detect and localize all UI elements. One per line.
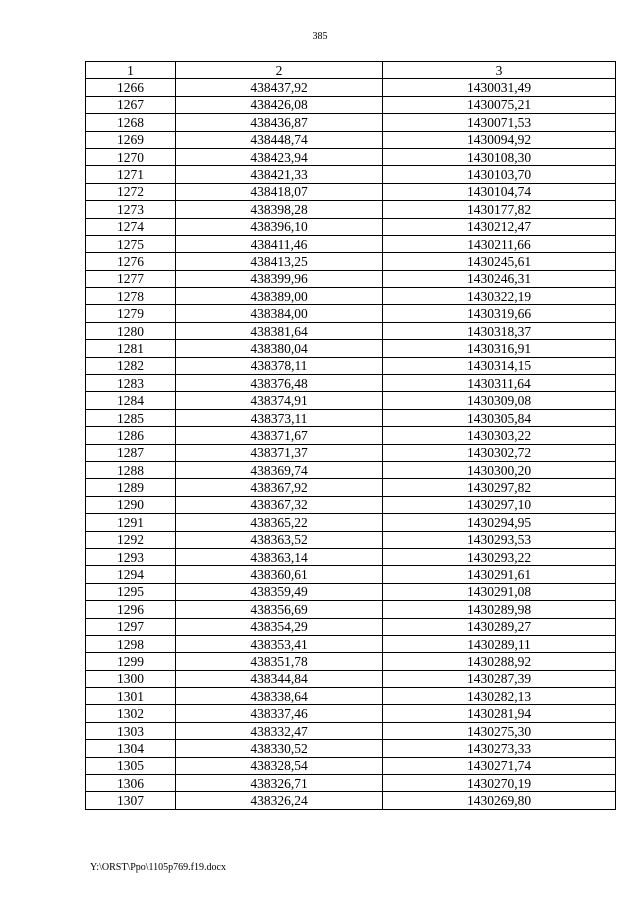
footer-file-path: Y:\ORST\Ppo\1105p769.f19.docx: [90, 862, 226, 873]
point-number-cell: 1279: [86, 305, 176, 322]
point-number-cell: 1303: [86, 722, 176, 739]
x-coordinate-cell: 438378,11: [176, 357, 383, 374]
y-coordinate-cell: 1430289,11: [383, 635, 616, 652]
x-coordinate-cell: 438384,00: [176, 305, 383, 322]
y-coordinate-cell: 1430211,66: [383, 235, 616, 252]
point-number-cell: 1288: [86, 461, 176, 478]
table-row: [86, 79, 616, 96]
point-number-cell: 1307: [86, 792, 176, 809]
page-number: 385: [312, 31, 328, 42]
point-number-cell: 1266: [86, 79, 176, 96]
point-number-cell: 1294: [86, 566, 176, 583]
point-number-cell: 1300: [86, 670, 176, 687]
x-coordinate-cell: 438337,46: [176, 705, 383, 722]
point-number-cell: 1276: [86, 253, 176, 270]
point-number-cell: 1301: [86, 688, 176, 705]
x-coordinate-cell: 438421,33: [176, 166, 383, 183]
point-number-cell: 1281: [86, 340, 176, 357]
x-coordinate-cell: 438418,07: [176, 183, 383, 200]
y-coordinate-cell: 1430103,70: [383, 166, 616, 183]
table-row: [86, 409, 616, 426]
table-row: [86, 392, 616, 409]
point-number-cell: 1289: [86, 479, 176, 496]
y-coordinate-cell: 1430297,10: [383, 496, 616, 513]
point-number-cell: 1304: [86, 740, 176, 757]
y-coordinate-cell: 1430212,47: [383, 218, 616, 235]
table-header: [86, 62, 616, 79]
y-coordinate-cell: 1430282,13: [383, 688, 616, 705]
y-coordinate-cell: 1430293,22: [383, 548, 616, 565]
table-row: [86, 114, 616, 131]
x-coordinate-cell: 438353,41: [176, 635, 383, 652]
x-coordinate-cell: 438381,64: [176, 322, 383, 339]
table-row: [86, 705, 616, 722]
table-row: [86, 775, 616, 792]
x-coordinate-cell: 438356,69: [176, 601, 383, 618]
column-header-2: 2: [176, 62, 383, 79]
x-coordinate-cell: 438398,28: [176, 201, 383, 218]
y-coordinate-cell: 1430108,30: [383, 148, 616, 165]
table-row: [86, 305, 616, 322]
x-coordinate-cell: 438367,32: [176, 496, 383, 513]
y-coordinate-cell: 1430270,19: [383, 775, 616, 792]
y-coordinate-cell: 1430275,30: [383, 722, 616, 739]
point-number-cell: 1290: [86, 496, 176, 513]
table-row: [86, 757, 616, 774]
y-coordinate-cell: 1430293,53: [383, 531, 616, 548]
point-number-cell: 1287: [86, 444, 176, 461]
x-coordinate-cell: 438426,08: [176, 96, 383, 113]
x-coordinate-cell: 438371,67: [176, 427, 383, 444]
x-coordinate-cell: 438326,71: [176, 775, 383, 792]
x-coordinate-cell: 438363,52: [176, 531, 383, 548]
y-coordinate-cell: 1430246,31: [383, 270, 616, 287]
table-row: [86, 166, 616, 183]
y-coordinate-cell: 1430031,49: [383, 79, 616, 96]
y-coordinate-cell: 1430300,20: [383, 461, 616, 478]
y-coordinate-cell: 1430309,08: [383, 392, 616, 409]
x-coordinate-cell: 438332,47: [176, 722, 383, 739]
point-number-cell: 1302: [86, 705, 176, 722]
table-row: [86, 183, 616, 200]
table-row: [86, 322, 616, 339]
point-number-cell: 1271: [86, 166, 176, 183]
y-coordinate-cell: 1430305,84: [383, 409, 616, 426]
y-coordinate-cell: 1430294,95: [383, 514, 616, 531]
coordinates-table: [85, 61, 616, 810]
point-number-cell: 1291: [86, 514, 176, 531]
x-coordinate-cell: 438371,37: [176, 444, 383, 461]
x-coordinate-cell: 438359,49: [176, 583, 383, 600]
table-row: [86, 340, 616, 357]
x-coordinate-cell: 438423,94: [176, 148, 383, 165]
point-number-cell: 1272: [86, 183, 176, 200]
table-row: [86, 740, 616, 757]
x-coordinate-cell: 438354,29: [176, 618, 383, 635]
y-coordinate-cell: 1430303,22: [383, 427, 616, 444]
x-coordinate-cell: 438369,74: [176, 461, 383, 478]
table-row: [86, 427, 616, 444]
y-coordinate-cell: 1430269,80: [383, 792, 616, 809]
y-coordinate-cell: 1430177,82: [383, 201, 616, 218]
table-row: [86, 375, 616, 392]
table-row: [86, 461, 616, 478]
point-number-cell: 1280: [86, 322, 176, 339]
x-coordinate-cell: 438376,48: [176, 375, 383, 392]
table-row: [86, 653, 616, 670]
table-row: [86, 96, 616, 113]
point-number-cell: 1295: [86, 583, 176, 600]
y-coordinate-cell: 1430075,21: [383, 96, 616, 113]
table-row: [86, 635, 616, 652]
y-coordinate-cell: 1430245,61: [383, 253, 616, 270]
point-number-cell: 1298: [86, 635, 176, 652]
point-number-cell: 1306: [86, 775, 176, 792]
y-coordinate-cell: 1430291,08: [383, 583, 616, 600]
x-coordinate-cell: 438344,84: [176, 670, 383, 687]
x-coordinate-cell: 438396,10: [176, 218, 383, 235]
point-number-cell: 1285: [86, 409, 176, 426]
x-coordinate-cell: 438326,24: [176, 792, 383, 809]
y-coordinate-cell: 1430319,66: [383, 305, 616, 322]
point-number-cell: 1269: [86, 131, 176, 148]
point-number-cell: 1268: [86, 114, 176, 131]
x-coordinate-cell: 438380,04: [176, 340, 383, 357]
table-row: [86, 531, 616, 548]
x-coordinate-cell: 438328,54: [176, 757, 383, 774]
table-row: [86, 670, 616, 687]
x-coordinate-cell: 438365,22: [176, 514, 383, 531]
x-coordinate-cell: 438448,74: [176, 131, 383, 148]
table-row: [86, 479, 616, 496]
point-number-cell: 1282: [86, 357, 176, 374]
point-number-cell: 1283: [86, 375, 176, 392]
y-coordinate-cell: 1430322,19: [383, 288, 616, 305]
y-coordinate-cell: 1430271,74: [383, 757, 616, 774]
y-coordinate-cell: 1430104,74: [383, 183, 616, 200]
y-coordinate-cell: 1430314,15: [383, 357, 616, 374]
point-number-cell: 1274: [86, 218, 176, 235]
y-coordinate-cell: 1430094,92: [383, 131, 616, 148]
table-row: [86, 548, 616, 565]
y-coordinate-cell: 1430289,27: [383, 618, 616, 635]
table-row: [86, 201, 616, 218]
table-row: [86, 131, 616, 148]
table-row: [86, 566, 616, 583]
x-coordinate-cell: 438338,64: [176, 688, 383, 705]
x-coordinate-cell: 438399,96: [176, 270, 383, 287]
y-coordinate-cell: 1430289,98: [383, 601, 616, 618]
point-number-cell: 1275: [86, 235, 176, 252]
table-row: [86, 288, 616, 305]
table-body: [86, 79, 616, 809]
x-coordinate-cell: 438373,11: [176, 409, 383, 426]
table-row: [86, 218, 616, 235]
x-coordinate-cell: 438363,14: [176, 548, 383, 565]
x-coordinate-cell: 438360,61: [176, 566, 383, 583]
x-coordinate-cell: 438411,46: [176, 235, 383, 252]
table-row: [86, 514, 616, 531]
table-row: [86, 688, 616, 705]
x-coordinate-cell: 438367,92: [176, 479, 383, 496]
y-coordinate-cell: 1430311,64: [383, 375, 616, 392]
column-header-3: 3: [383, 62, 616, 79]
column-header-1: 1: [86, 62, 176, 79]
table-row: [86, 357, 616, 374]
point-number-cell: 1284: [86, 392, 176, 409]
x-coordinate-cell: 438374,91: [176, 392, 383, 409]
point-number-cell: 1273: [86, 201, 176, 218]
x-coordinate-cell: 438437,92: [176, 79, 383, 96]
y-coordinate-cell: 1430071,53: [383, 114, 616, 131]
table-row: [86, 601, 616, 618]
y-coordinate-cell: 1430297,82: [383, 479, 616, 496]
y-coordinate-cell: 1430287,39: [383, 670, 616, 687]
point-number-cell: 1292: [86, 531, 176, 548]
point-number-cell: 1270: [86, 148, 176, 165]
y-coordinate-cell: 1430288,92: [383, 653, 616, 670]
y-coordinate-cell: 1430273,33: [383, 740, 616, 757]
point-number-cell: 1277: [86, 270, 176, 287]
y-coordinate-cell: 1430291,61: [383, 566, 616, 583]
point-number-cell: 1305: [86, 757, 176, 774]
point-number-cell: 1267: [86, 96, 176, 113]
x-coordinate-cell: 438351,78: [176, 653, 383, 670]
point-number-cell: 1297: [86, 618, 176, 635]
y-coordinate-cell: 1430316,91: [383, 340, 616, 357]
point-number-cell: 1278: [86, 288, 176, 305]
x-coordinate-cell: 438413,25: [176, 253, 383, 270]
header-row: [86, 62, 616, 79]
table-row: [86, 583, 616, 600]
y-coordinate-cell: 1430302,72: [383, 444, 616, 461]
y-coordinate-cell: 1430318,37: [383, 322, 616, 339]
table-row: [86, 235, 616, 252]
y-coordinate-cell: 1430281,94: [383, 705, 616, 722]
point-number-cell: 1286: [86, 427, 176, 444]
table-row: [86, 253, 616, 270]
x-coordinate-cell: 438436,87: [176, 114, 383, 131]
table-row: [86, 722, 616, 739]
table-row: [86, 270, 616, 287]
x-coordinate-cell: 438389,00: [176, 288, 383, 305]
table-row: [86, 148, 616, 165]
table-row: [86, 444, 616, 461]
x-coordinate-cell: 438330,52: [176, 740, 383, 757]
table-row: [86, 792, 616, 809]
point-number-cell: 1296: [86, 601, 176, 618]
table-row: [86, 496, 616, 513]
table-row: [86, 618, 616, 635]
point-number-cell: 1293: [86, 548, 176, 565]
point-number-cell: 1299: [86, 653, 176, 670]
